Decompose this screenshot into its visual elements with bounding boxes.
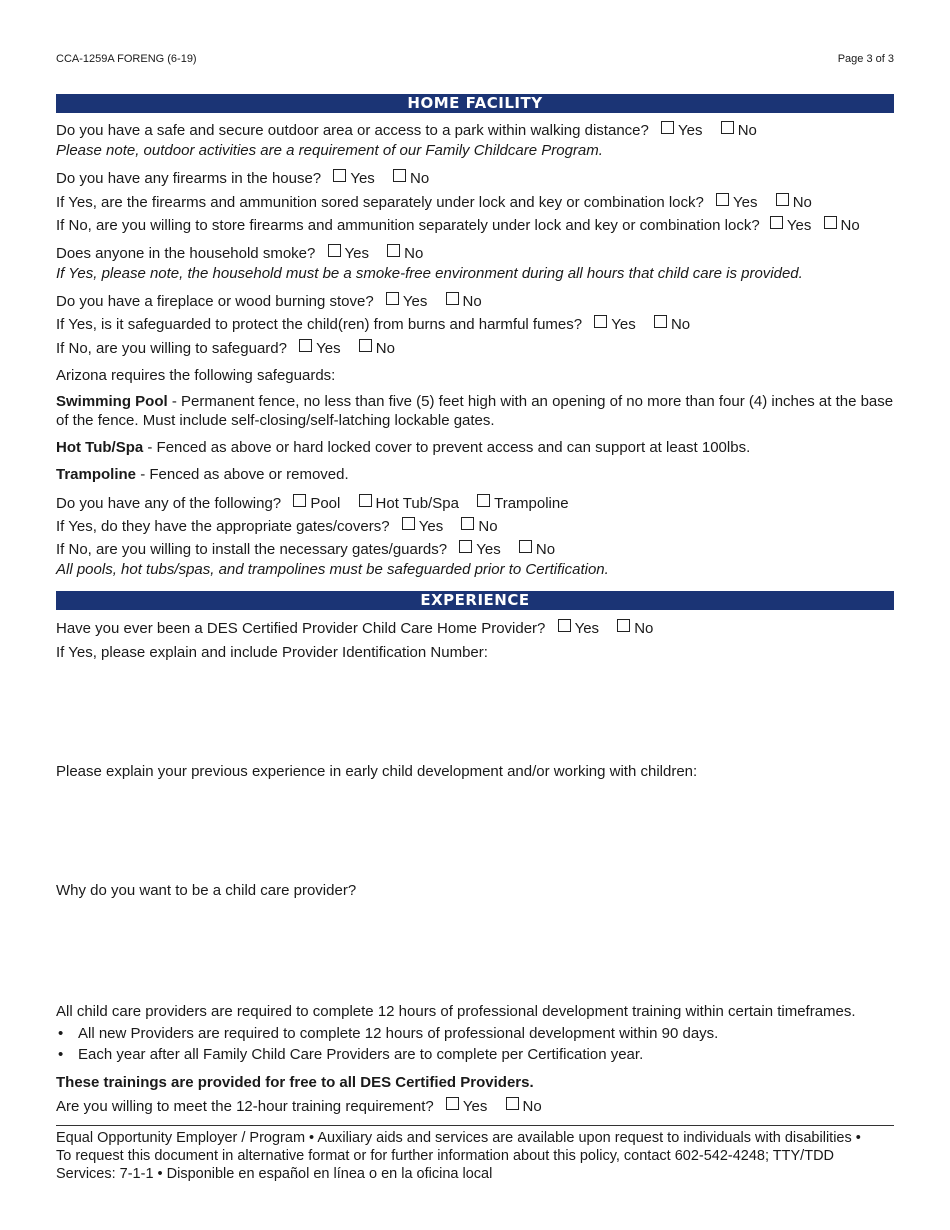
hot-tub-checkbox[interactable] [359,494,372,507]
option-no-label: No [462,293,482,310]
option-yes-label: Yes [574,620,600,637]
question-label: Do you have a fireplace or wood burning stove? [56,293,374,310]
gates-willing-no-checkbox[interactable] [519,540,532,553]
firearms-willing-no-checkbox[interactable] [824,216,837,229]
question-firearms-stored [56,193,818,212]
question-label: Have you ever been a DES Certified Provider Child Care Home Provider? [56,620,546,637]
option-yes-label: Yes [611,316,636,333]
requirement-label: Hot Tub/Spa [56,439,144,456]
question-label: If No, are you willing to install the necessary gates/guards? [56,541,448,558]
list-item: • All new Providers are required to complete 12 hours of professional development within 90 days. [56,1023,718,1044]
firearms-stored-no-checkbox[interactable] [776,193,789,206]
option-yes-label: Yes [316,340,341,357]
list-item: • Each year after all Family Child Care Providers are to complete per Certification year. [56,1044,718,1065]
option-no-label: No [375,340,395,357]
question-label: Do you have any of the following? [56,495,282,512]
option-no-label: No [634,620,654,637]
option-no-label: No [409,170,430,187]
pool-checkbox[interactable] [293,494,306,507]
des-no-checkbox[interactable] [617,619,630,632]
safeguards-intro: Arizona requires the following safeguards: [56,367,336,384]
option-yes-label: Yes [402,293,428,310]
note-outdoor: Please note, outdoor activities are a requirement of our Family Childcare Program. [56,142,603,159]
fireplace-safe-yes-checkbox[interactable] [594,315,607,328]
gates-no-checkbox[interactable] [461,517,474,530]
option-yes-label: Yes [344,245,369,262]
question-des-explain: If Yes, please explain and include Provider Identification Number: [56,644,488,661]
trampoline-requirement [56,466,349,484]
question-label: Do you have a safe and secure outdoor area or access to a park within walking distance? [56,122,649,139]
trampoline-checkbox[interactable] [477,494,490,507]
question-label: If Yes, is it safeguarded to protect the child(ren) from burns and harmful fumes? [56,316,583,333]
training-intro: All child care providers are required to complete 12 hours of professional development training within certain timeframes. [56,1003,856,1020]
training-no-checkbox[interactable] [506,1097,519,1110]
question-gates-willing [56,540,561,559]
note-safeguard: All pools, hot tubs/spas, and trampolines must be safeguarded prior to Certification. [56,561,609,578]
smoke-yes-checkbox[interactable] [328,244,341,257]
fireplace-yes-checkbox[interactable] [386,292,399,305]
footer-notice: Equal Opportunity Employer / Program • Auxiliary aids and services are available upon request to individuals with disabilities • To request this document in alternative format or for further information about this policy, contact 602-542-4248; TTY/TDD Services: 7-1-1 • Disponible en español en línea o en la oficina local [56,1130,861,1182]
fireplace-safe-no-checkbox[interactable] [654,315,667,328]
training-free-notice: These trainings are provided for free to all DES Certified Providers. [56,1074,534,1091]
requirement-text: - Permanent fence, no less than five (5) feet high with an opening of no more than four (4) inches at the base of the fence. Must include self-closing/self-latching lockable gates. [56,393,894,429]
option-no-label: No [478,518,498,535]
option-no-label: No [670,316,691,333]
question-label: Does anyone in the household smoke? [56,245,316,262]
question-label: Are you willing to meet the 12-hour training requirement? [56,1098,434,1115]
des-yes-checkbox[interactable] [558,619,571,632]
swimming-pool-requirement [56,392,894,430]
firearms-willing-yes-checkbox[interactable] [770,216,783,229]
option-yes-label: Yes [462,1098,488,1115]
firearms-stored-yes-checkbox[interactable] [716,193,729,206]
option-no-label: No [737,122,757,139]
gates-yes-checkbox[interactable] [402,517,415,530]
option-trampoline-label: Trampoline [494,495,569,512]
option-no-label: No [792,194,812,211]
question-have-following [56,494,575,513]
option-no-label: No [535,541,556,558]
training-yes-checkbox[interactable] [446,1097,459,1110]
training-bullet-list [56,1023,718,1065]
requirement-text: - Fenced as above or hard locked cover to prevent access and can support at least 100lbs. [143,439,751,456]
fireplace-willing-yes-checkbox[interactable] [299,339,312,352]
question-smoke [56,244,429,263]
question-firearms-willing [56,216,860,235]
question-label: If Yes, do they have the appropriate gates/covers? [56,518,390,535]
home-facility-heading: HOME FACILITY [56,94,894,113]
requirement-text: - Fenced as above or removed. [136,466,349,483]
question-label: If No, are you willing to safeguard? [56,340,287,357]
question-why-provider: Why do you want to be a child care provider? [56,882,357,899]
outdoor-no-checkbox[interactable] [721,121,734,134]
question-firearms [56,169,435,188]
option-yes-label: Yes [733,194,758,211]
question-label: If Yes, are the firearms and ammunition sored separately under lock and key or combination lock? [56,194,704,211]
hot-tub-requirement [56,439,750,457]
option-pool-label: Pool [310,495,341,512]
fireplace-willing-no-checkbox[interactable] [359,339,372,352]
footer-divider [56,1125,894,1126]
experience-heading: EXPERIENCE [56,591,894,610]
firearms-yes-checkbox[interactable] [333,169,346,182]
option-yes-label: Yes [350,170,375,187]
requirement-label: Trampoline [56,466,137,483]
question-gates [56,517,504,536]
smoke-no-checkbox[interactable] [387,244,400,257]
note-smoke: If Yes, please note, the household must be a smoke-free environment during all hours that child care is provided. [56,265,803,282]
gates-willing-yes-checkbox[interactable] [459,540,472,553]
option-hot-tub-label: Hot Tub/Spa [375,495,459,512]
outdoor-yes-checkbox[interactable] [661,121,674,134]
page-number: Page 3 of 3 [837,53,894,65]
option-no-label: No [522,1098,542,1115]
question-fireplace-safe [56,315,696,334]
option-no-label: No [404,245,424,262]
question-outdoor [56,121,763,140]
option-yes-label: Yes [476,541,501,558]
question-training [56,1097,548,1116]
question-label: If No, are you willing to store firearms and ammunition separately under lock and key or combination lock? [56,217,760,234]
question-fireplace-willing [56,339,401,358]
form-id: CCA-1259A FORENG (6-19) [56,53,197,65]
firearms-no-checkbox[interactable] [393,169,406,182]
question-des-provider [56,619,659,638]
option-yes-label: Yes [418,518,444,535]
option-no-label: No [840,217,860,234]
question-fireplace [56,292,488,311]
question-label: Do you have any firearms in the house? [56,170,322,187]
question-previous-experience: Please explain your previous experience in early child development and/or working with children: [56,763,698,780]
option-yes-label: Yes [786,217,812,234]
requirement-label: Swimming Pool [56,393,168,410]
option-yes-label: Yes [678,122,703,139]
fireplace-no-checkbox[interactable] [446,292,459,305]
